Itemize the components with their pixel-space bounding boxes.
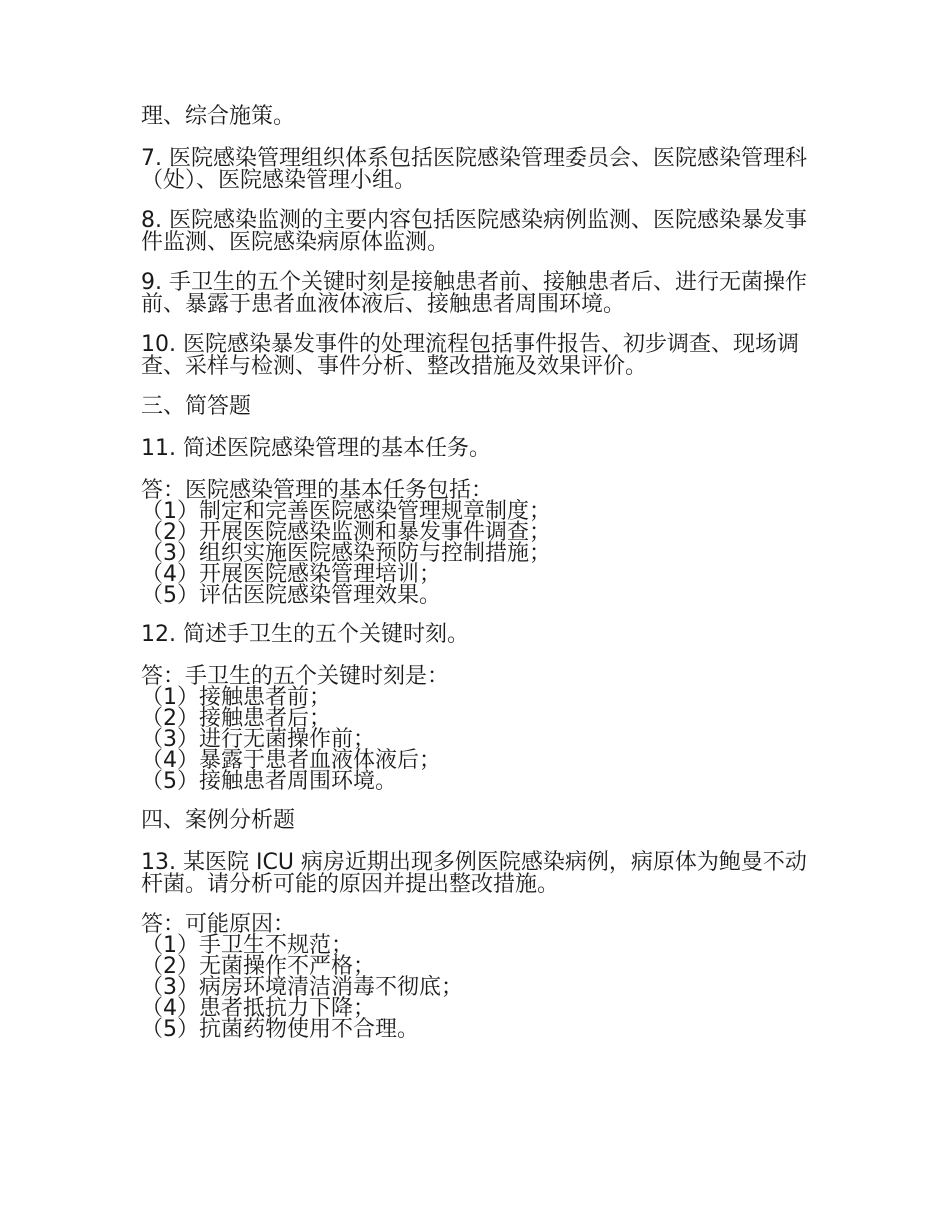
list-item: （4）暴露于患者血液体液后； xyxy=(141,748,441,773)
list-item: （3）组织实施医院感染预防与控制措施； xyxy=(141,541,551,566)
answer-11-head: 答：医院感染管理的基本任务包括： xyxy=(141,478,494,503)
answer-13-head: 答：可能原因： xyxy=(141,912,296,937)
answer-13-list xyxy=(141,935,821,1040)
answer-11-list xyxy=(141,501,821,606)
document-body xyxy=(141,106,821,1058)
list-item: （5）抗菌药物使用不合理。 xyxy=(141,1017,419,1042)
answer-item-10: 10. 医院感染暴发事件的处理流程包括事件报告、初步调查、现场调查、采样与检测、事件分析、整改措施及效果评价。 xyxy=(141,332,799,379)
list-item: （3）病房环境清洁消毒不彻底； xyxy=(141,975,463,1000)
list-item: （5）接触患者周围环境。 xyxy=(141,769,397,794)
list-item: （4）患者抵抗力下降； xyxy=(141,996,375,1021)
answer-item-7: 7. 医院感染管理组织体系包括医院感染管理委员会、医院感染管理科（处）、医院感染管理小组。 xyxy=(141,146,807,193)
list-item: （3）进行无菌操作前； xyxy=(141,727,375,752)
answer-12-head: 答：手卫生的五个关键时刻是： xyxy=(141,664,450,689)
section-heading-case-analysis: 四、案例分析题 xyxy=(141,808,296,833)
paragraph-continuation: 理、综合施策。 xyxy=(141,104,296,129)
question-12: 12. 简述手卫生的五个关键时刻。 xyxy=(141,622,469,647)
answer-12-list xyxy=(141,687,821,792)
answer-item-9: 9. 手卫生的五个关键时刻是接触患者前、接触患者后、进行无菌操作前、暴露于患者血液体液后、接触患者周围环境。 xyxy=(141,270,807,317)
question-13: 13. 某医院 ICU 病房近期出现多例医院感染病例，病原体为鲍曼不动杆菌。请分析可能的原因并提出整改措施。 xyxy=(141,850,807,897)
answer-item-8: 8. 医院感染监测的主要内容包括医院感染病例监测、医院感染暴发事件监测、医院感染病原体监测。 xyxy=(141,208,807,255)
list-item: （4）开展医院感染管理培训； xyxy=(141,562,441,587)
list-item: （1）接触患者前； xyxy=(141,685,331,710)
section-heading-short-answer: 三、简答题 xyxy=(141,394,252,419)
list-item: （5）评估医院感染管理效果。 xyxy=(141,583,441,608)
list-item: （1）制定和完善医院感染管理规章制度； xyxy=(141,499,551,524)
list-item: （2）无菌操作不严格； xyxy=(141,954,375,979)
question-11: 11. 简述医院感染管理的基本任务。 xyxy=(141,436,491,461)
list-item: （1）手卫生不规范； xyxy=(141,933,353,958)
list-item: （2）接触患者后； xyxy=(141,706,331,731)
list-item: （2）开展医院感染监测和暴发事件调查； xyxy=(141,520,551,545)
